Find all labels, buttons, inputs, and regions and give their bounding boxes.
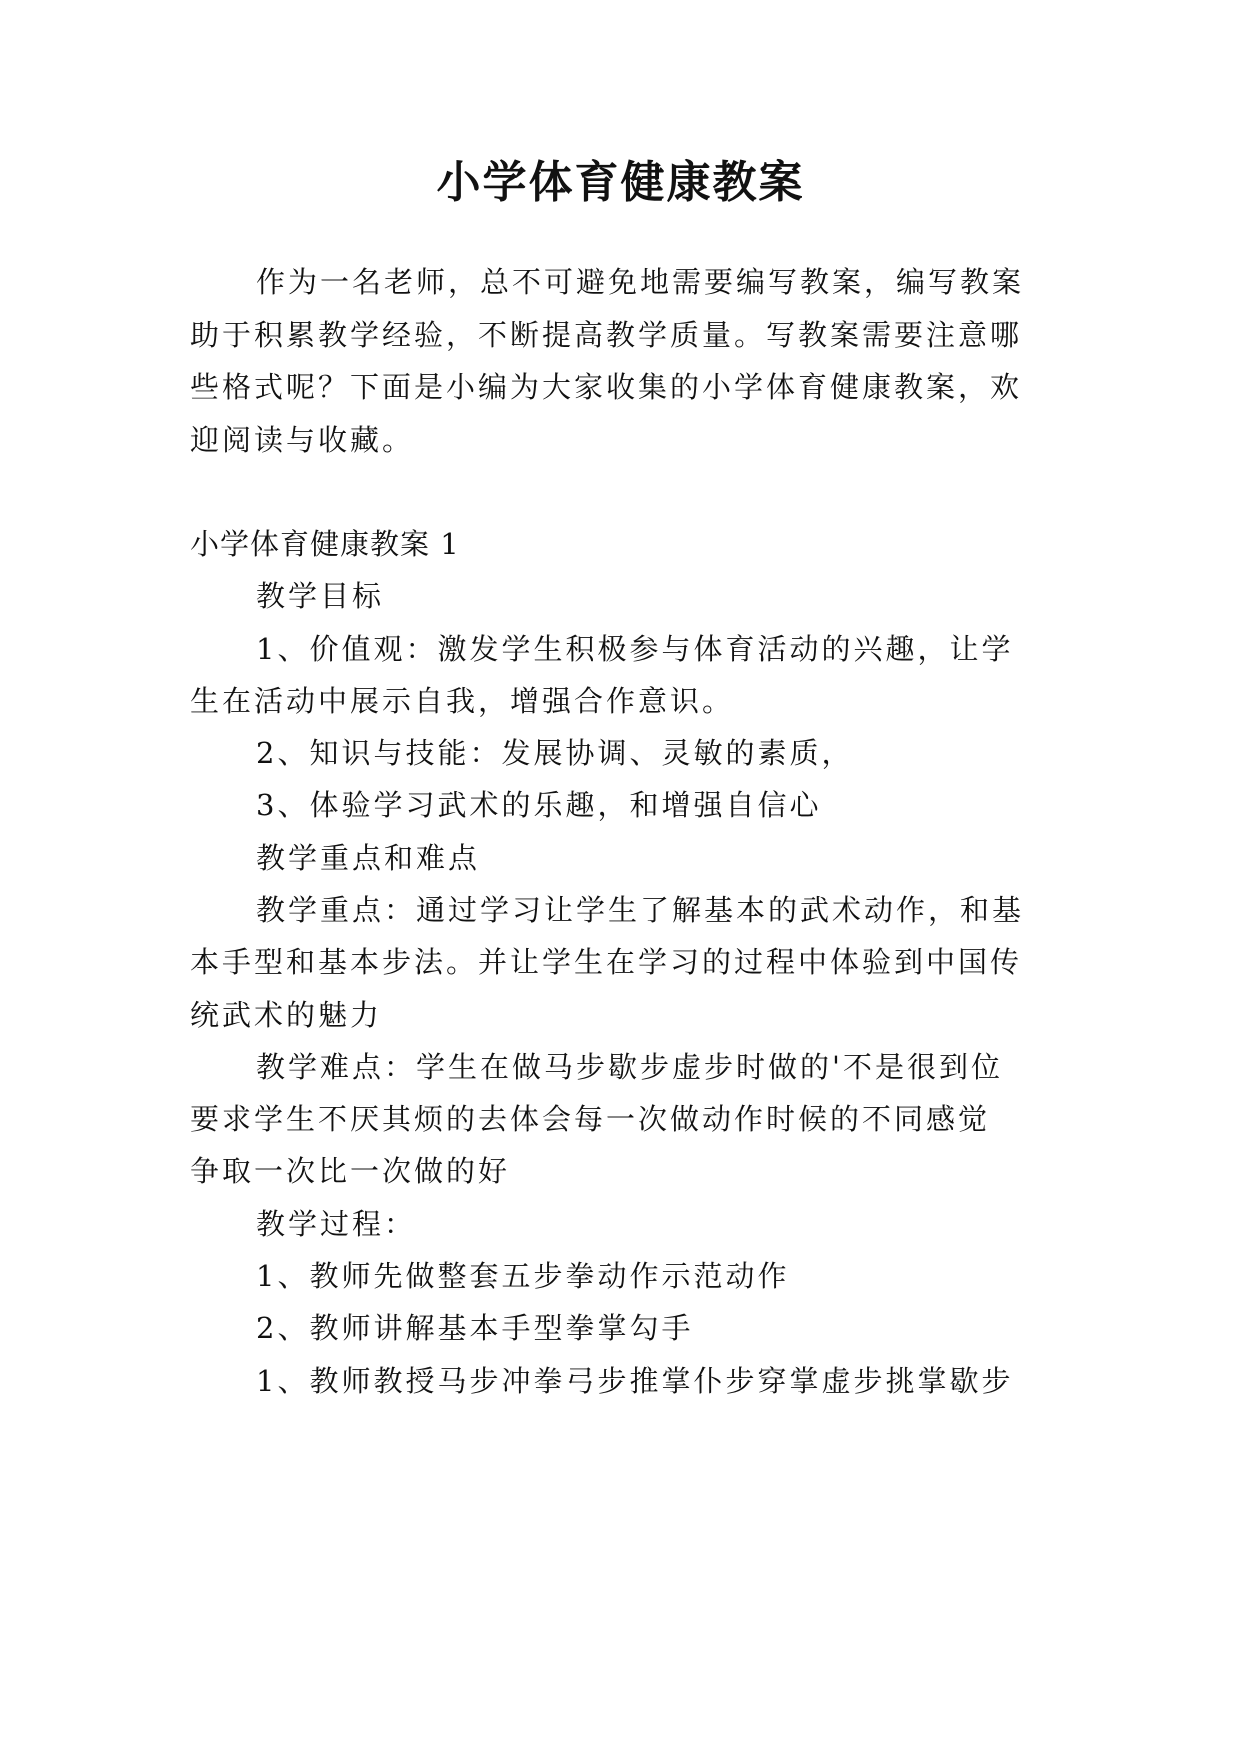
body-line: 2、教师讲解基本手型拳掌勾手 (256, 1311, 694, 1345)
body-line: 教学过程： (256, 1207, 417, 1241)
body-line: 统武术的魅力 (190, 998, 383, 1032)
intro-line: 迎阅读与收藏。 (190, 423, 415, 457)
body-line: 1、教师教授马步冲拳弓步推掌仆步穿掌虚步挑掌歇步 (256, 1364, 1014, 1398)
intro-line: 作为一名老师，总不可避免地需要编写教案，编写教案 (256, 265, 1025, 299)
body-line: 教学目标 (256, 579, 385, 613)
body-line: 要求学生不厌其烦的去体会每一次做动作时候的不同感觉 (190, 1102, 991, 1136)
body-line: 教学重点和难点 (256, 841, 481, 875)
body-line: 3、体验学习武术的乐趣，和增强自信心 (256, 788, 822, 822)
body-line: 1、价值观：激发学生积极参与体育活动的兴趣，让学 (256, 632, 1014, 666)
document-title: 小学体育健康教案 (436, 157, 805, 208)
body-line: 2、知识与技能：发展协调、灵敏的素质， (256, 736, 854, 770)
body-line: 教学重点：通过学习让学生了解基本的武术动作，和基 (256, 893, 1025, 927)
body-line: 生在活动中展示自我，增强合作意识。 (190, 684, 735, 718)
body-line: 争取一次比一次做的好 (190, 1154, 511, 1188)
intro-line: 些格式呢？下面是小编为大家收集的小学体育健康教案，欢 (190, 370, 1023, 404)
body-line: 本手型和基本步法。并让学生在学习的过程中体验到中国传 (190, 945, 1023, 979)
body-line: 教学难点：学生在做马步歇步虚步时做的'不是很到位 (256, 1050, 1003, 1084)
body-line: 1、教师先做整套五步拳动作示范动作 (256, 1259, 790, 1293)
section-heading: 小学体育健康教案 1 (190, 527, 460, 561)
intro-line: 助于积累教学经验，不断提高教学质量。写教案需要注意哪 (190, 318, 1023, 352)
